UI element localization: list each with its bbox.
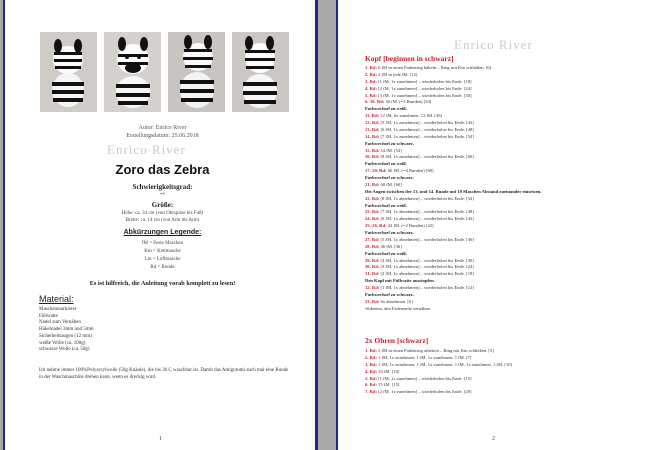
round-label: 6. Rd: xyxy=(365,382,377,388)
instruction-text: Farbwechsel zu schwarz. xyxy=(365,230,414,235)
round-label: 6.-10. Rd: xyxy=(365,99,385,105)
instruction-text: [1 fM, 1x zunehmen] – wiederholen bis Ende. [18] xyxy=(378,78,472,84)
round-label: 23. Rd: xyxy=(365,209,380,215)
creation-date: Erstellungsdatum: 25.06.2018 xyxy=(126,133,199,139)
page-1 xyxy=(3,0,318,450)
instruction-text: Farbwechsel zu schwarz. xyxy=(365,291,414,297)
legend-item: fM = Feste Maschen xyxy=(141,241,184,246)
instruction-text: Farbwechsel zu weiß. xyxy=(365,161,407,167)
legend-item: Lm = Luftmasche xyxy=(144,257,181,262)
material-list xyxy=(39,307,94,354)
size-width: Breite: ca. 14 cm (von Arm bis Arm) xyxy=(125,218,200,223)
instruction-text: [3 fM, 1x zunehmen] – wiederholen bis Ende. [30] xyxy=(378,92,472,98)
instruction-text: 5 fM in einen Fadenring arbeiten – Ring mit Km schließen. [5] xyxy=(378,348,494,353)
instruction-line xyxy=(365,355,635,362)
instruction-line xyxy=(365,134,635,141)
round-label: 5. Rd: xyxy=(365,375,377,381)
yarn-note: Ich nehme immer 100%Polyacrylwolle (50g Knäule), die bis 30 C waschbar ist. Damit das Amigurumi auch mal eine Runde in der Waschmaschine drehen kann, wenn es dreckig wird. xyxy=(39,368,289,380)
instruction-line xyxy=(365,223,635,230)
instruction-line xyxy=(365,65,635,72)
round-label: 2. Rd: xyxy=(365,71,377,77)
instruction-text: [2 fM, 1x abnehmen] – wiederholen bis Ende. [18] xyxy=(380,271,474,277)
instruction-line xyxy=(365,99,635,106)
material-item: Füllwatte xyxy=(39,313,58,319)
size-label: Größe: xyxy=(151,201,174,209)
instruction-text: [1 fM, 1x zunehmen] – wiederholen bis Ende. [15] xyxy=(378,375,472,381)
page-number: 1 xyxy=(159,436,162,442)
material-label: Material: xyxy=(39,294,74,304)
instruction-text: [4 fM, 1x abnehmen] – wiederholen bis Ende. [30] xyxy=(380,257,474,263)
round-label: 29. Rd: xyxy=(365,257,380,263)
instruction-line xyxy=(365,113,635,120)
instruction-line xyxy=(365,209,635,216)
instruction-text: Abketten, den Fadenende vernähen. xyxy=(365,305,431,311)
instruction-text: [7 fM, 1x zunehmen] – wiederholen bis Ende. [54] xyxy=(380,133,474,139)
head-instructions xyxy=(365,65,635,313)
document-title: Zoro das Zebra xyxy=(115,162,210,177)
instruction-line xyxy=(365,182,635,189)
instruction-text: 42 fM. (=2 Runden) [42] xyxy=(387,223,434,229)
instruction-text: 60 fM. (=4 Runden) [60] xyxy=(387,168,434,174)
instruction-line xyxy=(365,196,635,203)
instruction-text: Farbwechsel zu weiß. xyxy=(365,250,407,256)
round-label: 3. Rd: xyxy=(365,78,377,84)
round-label: 2. Rd: xyxy=(365,354,377,360)
instruction-text: Farbwechsel zu schwarz. xyxy=(365,175,414,180)
instruction-text: Die Augen zwischen der 13. und 14. Runde mit 19 Maschen Abstand zueinander einsetzen. xyxy=(365,188,542,194)
zebra-photo-strip xyxy=(40,32,290,112)
instruction-text: 12 fM, 6x zunehmen, 12 fM. [36] xyxy=(380,113,443,119)
material-item: weiße Wolle (ca. 100g) xyxy=(39,340,86,346)
instruction-line xyxy=(365,168,635,175)
zebra-photo-front xyxy=(40,32,97,112)
material-item: Sicherheitsaugen (12 mm) xyxy=(39,333,92,339)
instruction-line xyxy=(365,278,635,285)
size-height: Höhe: ca. 34 cm (von Ohrspitze bis Fuß) xyxy=(121,211,204,216)
instruction-line xyxy=(365,306,635,313)
watermark: Enrico River xyxy=(454,37,533,52)
round-label: 27. Rd: xyxy=(365,236,380,242)
round-label: 4. Rd: xyxy=(365,85,377,91)
instruction-line xyxy=(365,299,635,306)
instruction-line xyxy=(365,72,635,79)
material-item: Häkelnadel 3mm und 5mm xyxy=(39,327,94,333)
instruction-line xyxy=(365,161,635,168)
instruction-line xyxy=(365,106,635,113)
instruction-line xyxy=(365,216,635,223)
page-number: 2 xyxy=(492,436,495,442)
instruction-line xyxy=(365,271,635,278)
instruction-line xyxy=(365,141,635,148)
instruction-text: [2 fM, 1x zunehmen] – wiederholen bis Ende. [20] xyxy=(378,389,472,395)
round-label: 32. Rd: xyxy=(365,285,380,290)
instruction-text: [5 fM, 1x abnehmen] – wiederholen bis Ende. [36] xyxy=(380,236,474,242)
instruction-text: Farbwechsel zu schwarz. xyxy=(365,140,414,146)
instruction-line xyxy=(365,258,635,265)
instruction-line xyxy=(365,203,635,210)
round-label: 1. Rd: xyxy=(365,348,377,353)
instruction-line xyxy=(365,285,635,292)
difficulty-value: ** xyxy=(160,193,165,198)
round-label: 33. Rd: xyxy=(365,298,380,304)
round-label: 4. Rd: xyxy=(365,368,377,374)
legend-item: Km = Kettmasche xyxy=(144,249,181,254)
author-line: Autor: Enrico River xyxy=(138,125,187,131)
instruction-line xyxy=(365,127,635,134)
instruction-line xyxy=(365,389,635,396)
round-label: 17.-20. Rd: xyxy=(365,168,387,174)
instruction-text: 1 fM, 1x zunehmen, 1 fM, 1x zunehmen, 1 fM. [7] xyxy=(378,354,472,360)
instruction-line xyxy=(365,376,635,383)
instruction-text: [6 fM, 1x abnehmen] – wiederholen bis Ende. [42] xyxy=(380,216,474,222)
instruction-text: [1 fM, 1x abnehmen] – wiederholen bis Ende. [12] xyxy=(380,285,474,290)
instruction-text: [5 fM, 1x zunehmen] – wiederholen bis Ende. [42] xyxy=(380,120,474,125)
material-item: Nadel zum Vernähen xyxy=(39,320,81,326)
instruction-line xyxy=(365,251,635,258)
material-item: schwarze Wolle (ca. 50g) xyxy=(39,347,90,353)
round-label: 31. Rd: xyxy=(365,271,380,277)
round-label: 14. Rd: xyxy=(365,133,380,139)
instruction-text: [6 fM, 1x zunehmen] – wiederholen bis Ende. [48] xyxy=(380,126,474,132)
instruction-text: [8 fM, 1x zunehmen] – wiederholen bis Ende. [60] xyxy=(380,154,474,160)
instruction-text: Farbwechsel zu weiß. xyxy=(365,106,407,112)
page-2 xyxy=(336,0,652,450)
round-label: 30. Rd: xyxy=(365,264,380,270)
instruction-text: 36 fM. [36] xyxy=(380,243,402,249)
instruction-line xyxy=(365,148,635,155)
instruction-line xyxy=(365,292,635,299)
round-label: 11. Rd: xyxy=(365,113,380,119)
legend-label: Abkürzungen Legende: xyxy=(123,229,202,236)
round-label: 22. Rd: xyxy=(365,195,380,201)
round-label: 12. Rd: xyxy=(365,120,380,125)
instruction-line xyxy=(365,244,635,251)
round-label: 3. Rd: xyxy=(365,361,377,367)
instruction-text: 1 fM, 1x zunehmen, 1 fM, 1x zunehmen, 1 fM, 1x zunehmen, 1 fM. [10] xyxy=(378,361,512,367)
instruction-text: 6x abnehmen. [6] xyxy=(380,298,413,304)
instruction-text: Den Kopf mit Füllwatte ausstopfen. xyxy=(365,278,435,284)
instruction-text: Farbwechsel zu weiß. xyxy=(365,202,407,208)
watermark: Enrico River xyxy=(107,142,186,157)
round-label: 1. Rd: xyxy=(365,65,377,70)
round-label: 21. Rd: xyxy=(365,181,380,187)
round-label: 25.-26. Rd: xyxy=(365,223,387,229)
instruction-line xyxy=(365,189,635,196)
round-label: 24. Rd: xyxy=(365,216,380,222)
instruction-line xyxy=(365,264,635,271)
instruction-text: [2 fM, 1x zunehmen] – wiederholen bis Ende. [24] xyxy=(378,85,472,91)
instruction-text: [8 fM, 1x abnehmen] – wiederholen bis Ende. [54] xyxy=(380,195,474,201)
round-label: 15. Rd: xyxy=(365,147,380,153)
instruction-text: 54 fM. [54] xyxy=(380,147,402,153)
ears-section-title: 2x Ohren [schwarz] xyxy=(365,336,429,345)
zebra-photo-back xyxy=(232,32,289,112)
instruction-line xyxy=(365,369,635,376)
instruction-text: [7 fM, 1x abnehmen] – wiederholen bis Ende. [48] xyxy=(380,209,474,215)
round-label: 13. Rd: xyxy=(365,126,380,132)
instruction-text: 10 fM. [10] xyxy=(378,368,400,374)
instruction-line xyxy=(365,154,635,161)
instruction-line xyxy=(365,382,635,389)
round-label: 16. Rd: xyxy=(365,154,380,160)
instruction-text: 15 fM. [15] xyxy=(378,382,400,388)
round-label: 5. Rd: xyxy=(365,92,377,98)
instruction-line xyxy=(365,362,635,369)
instruction-line xyxy=(365,175,635,182)
instruction-line xyxy=(365,120,635,127)
instruction-line xyxy=(365,230,635,237)
zebra-photo-smile xyxy=(104,32,161,112)
head-section-title: Kopf [beginnen in schwarz] xyxy=(365,54,454,63)
zebra-photo-side xyxy=(168,32,225,112)
material-item: Maschenmarkierer xyxy=(39,307,77,312)
instruction-line xyxy=(365,79,635,86)
round-label: 7. Rd: xyxy=(365,389,377,395)
instruction-text: 30 fM. (=5 Runden) [30] xyxy=(385,99,432,105)
round-label: 28. Rd: xyxy=(365,243,380,249)
instruction-line xyxy=(365,237,635,244)
legend-item: Rd = Runde xyxy=(150,265,175,270)
instruction-line xyxy=(365,93,635,100)
instruction-line xyxy=(365,348,635,355)
instruction-text: 60 fM. [60] xyxy=(380,181,402,187)
instruction-line xyxy=(365,86,635,93)
instruction-text: [3 fM, 1x abnehmen] – wiederholen bis Ende. [24] xyxy=(380,264,474,270)
instruction-text: 2 fM in jede fM. [12] xyxy=(378,71,418,77)
reading-hint: Es ist hilfreich, die Anleitung vorab komplett zu lesen! xyxy=(89,280,236,287)
instruction-text: 6 fM in einen Fadenring häkeln – Ring mit Km schließen. [6] xyxy=(378,65,492,70)
ears-instructions xyxy=(365,348,635,396)
difficulty-label: Schwierigkeitsgrad: xyxy=(132,183,193,191)
